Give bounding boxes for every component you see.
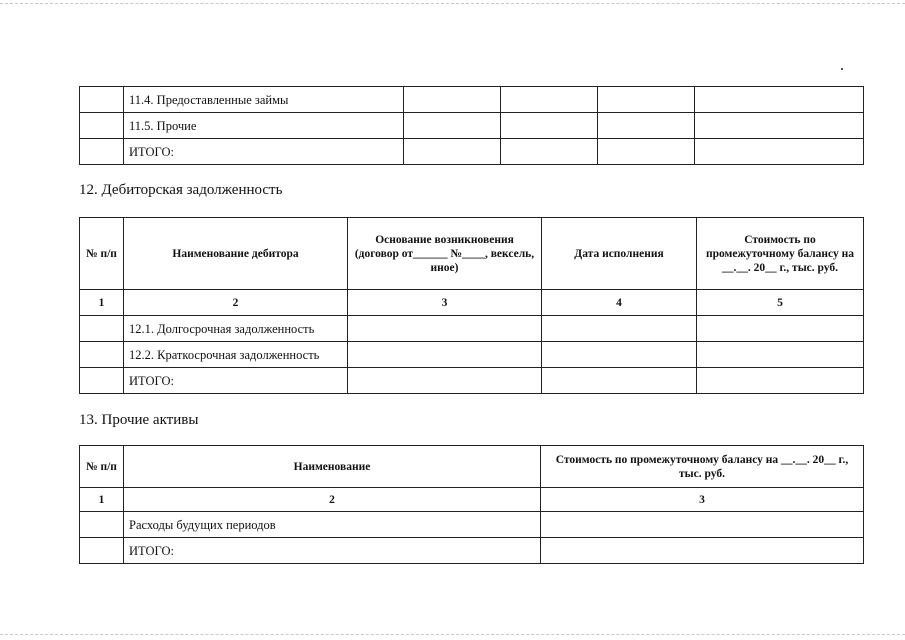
scan-speck: [841, 68, 843, 70]
cell: [697, 368, 864, 394]
table-row: [80, 139, 864, 165]
scan-edge-top: [0, 3, 905, 4]
cell: [404, 87, 501, 113]
cell: [697, 342, 864, 368]
cell-name: ИТОГО:: [124, 139, 404, 165]
header-date: Дата исполнения: [542, 218, 697, 290]
table-row: [80, 113, 864, 139]
cell: [695, 113, 864, 139]
cell: [348, 342, 542, 368]
column-number: 4: [542, 290, 697, 316]
header-name: Наименование: [124, 446, 541, 488]
other-assets-table: [79, 445, 864, 564]
header-num: № п/п: [80, 218, 124, 290]
loans-table: [79, 86, 864, 165]
table-row: [80, 87, 864, 113]
cell-name: ИТОГО:: [124, 368, 348, 394]
cell: [348, 368, 542, 394]
cell: [598, 113, 695, 139]
table-row: [80, 342, 864, 368]
scan-edge-bottom: [0, 634, 905, 635]
table-row: [80, 512, 864, 538]
cell: [501, 113, 598, 139]
table-header-row: [80, 446, 864, 488]
table-row: [80, 316, 864, 342]
cell-name: Расходы будущих периодов: [124, 512, 541, 538]
cell: [541, 512, 864, 538]
cell: [404, 139, 501, 165]
cell-num: [80, 342, 124, 368]
cell: [695, 87, 864, 113]
column-number: 1: [80, 290, 124, 316]
cell: [404, 113, 501, 139]
column-number-row: [80, 488, 864, 512]
cell-num: [80, 113, 124, 139]
header-value: Стоимость по промежуточному балансу на __.__. 20__ г., тыс. руб.: [697, 218, 864, 290]
header-value: Стоимость по промежуточному балансу на __.__. 20__ г., тыс. руб.: [541, 446, 864, 488]
cell-name: ИТОГО:: [124, 538, 541, 564]
cell-num: [80, 538, 124, 564]
section-heading-receivables: 12. Дебиторская задолженность: [79, 182, 283, 198]
column-number: 3: [348, 290, 542, 316]
cell-num: [80, 87, 124, 113]
header-num: № п/п: [80, 446, 124, 488]
column-number: 2: [124, 488, 541, 512]
cell: [501, 87, 598, 113]
cell: [697, 316, 864, 342]
cell-num: [80, 316, 124, 342]
cell: [348, 316, 542, 342]
cell: [542, 316, 697, 342]
section-heading-other-assets: 13. Прочие активы: [79, 412, 199, 428]
cell: [501, 139, 598, 165]
cell: [542, 368, 697, 394]
cell-name: 12.1. Долгосрочная задолженность: [124, 316, 348, 342]
table-row: [80, 368, 864, 394]
table-row: [80, 538, 864, 564]
header-name: Наименование дебитора: [124, 218, 348, 290]
cell: [598, 87, 695, 113]
column-number: 2: [124, 290, 348, 316]
cell: [541, 538, 864, 564]
column-number-row: [80, 290, 864, 316]
cell-num: [80, 512, 124, 538]
cell-name: 11.5. Прочие: [124, 113, 404, 139]
cell: [695, 139, 864, 165]
column-number: 5: [697, 290, 864, 316]
cell-name: 11.4. Предоставленные займы: [124, 87, 404, 113]
column-number: 3: [541, 488, 864, 512]
column-number: 1: [80, 488, 124, 512]
cell: [598, 139, 695, 165]
header-basis: Основание возникновения (договор от______ №____, вексель, иное): [348, 218, 542, 290]
cell-num: [80, 368, 124, 394]
receivables-table: [79, 217, 864, 394]
table-header-row: [80, 218, 864, 290]
cell: [542, 342, 697, 368]
cell-name: 12.2. Краткосрочная задолженность: [124, 342, 348, 368]
cell-num: [80, 139, 124, 165]
